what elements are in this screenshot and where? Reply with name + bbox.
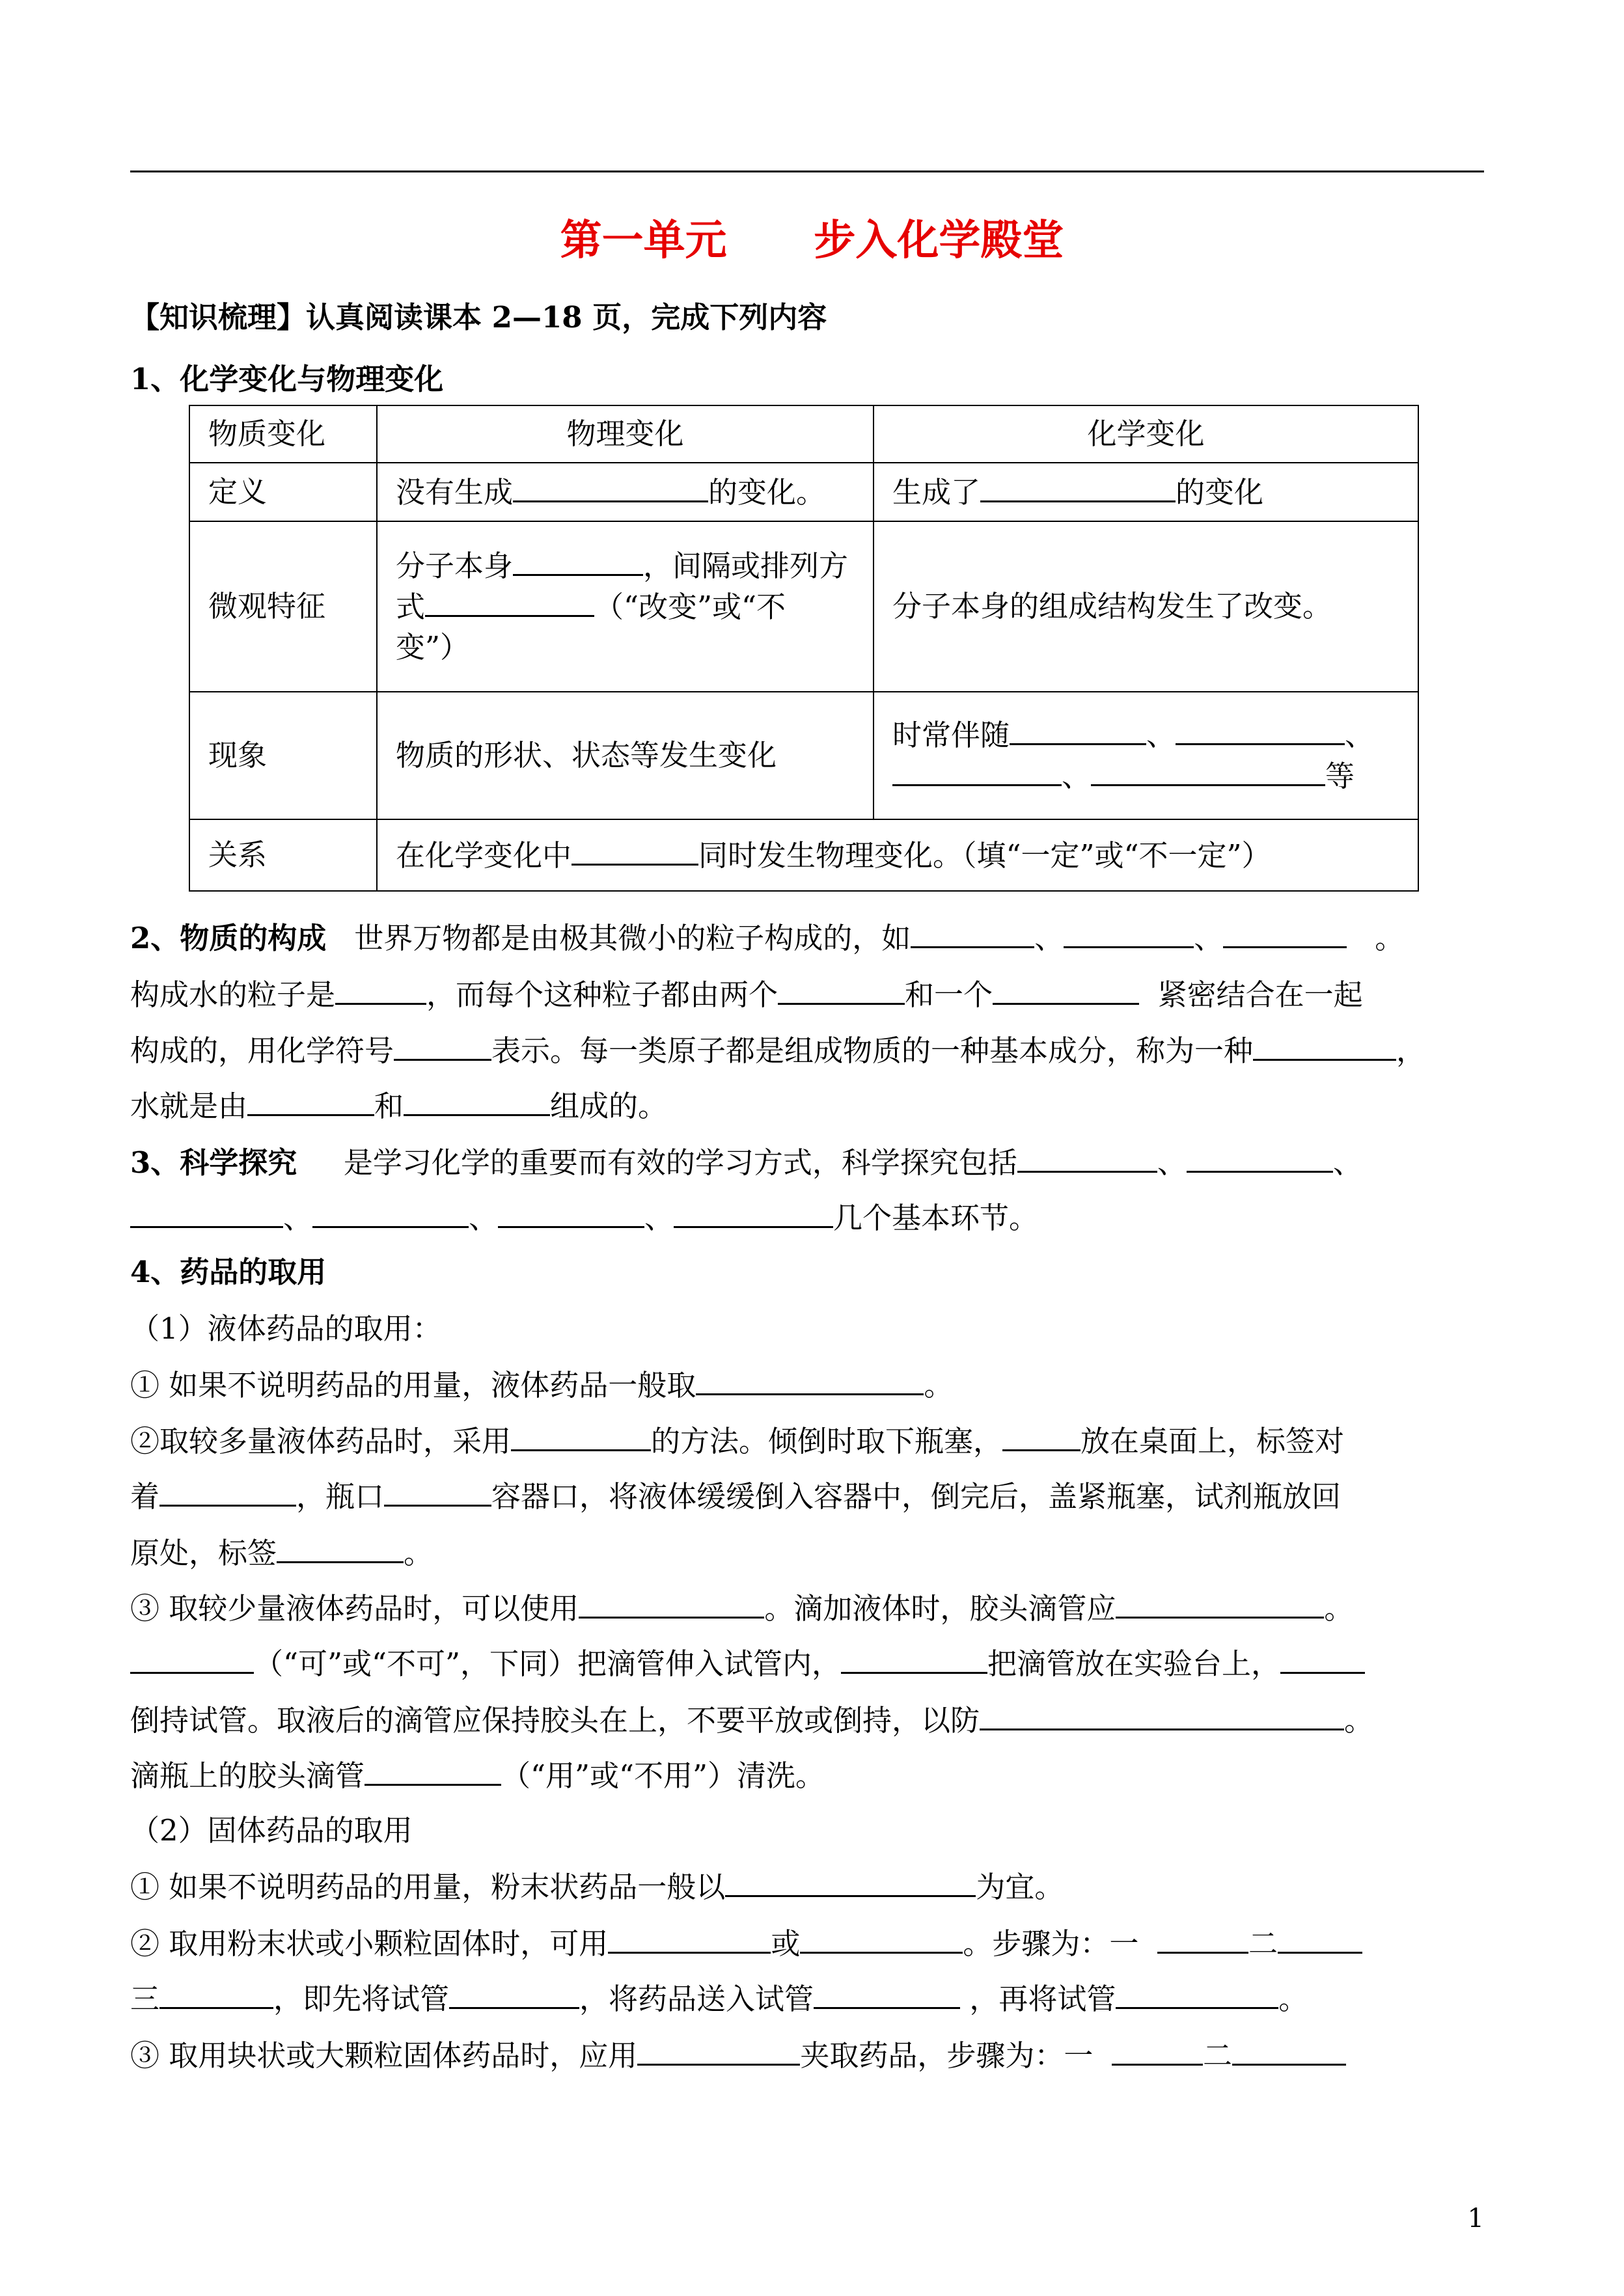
- text: 、: [1157, 1145, 1187, 1180]
- section-3-heading: 3、科学探究: [130, 1145, 297, 1180]
- text: 时常伴随: [892, 718, 1010, 752]
- fill-blank[interactable]: [725, 1866, 976, 1897]
- liquid-line-6: [130, 1643, 1365, 1684]
- fill-blank[interactable]: [449, 1978, 579, 2009]
- solid-line-2: [130, 1923, 1362, 1963]
- header-cell: 化学变化: [874, 405, 1418, 463]
- fill-blank[interactable]: [159, 1978, 273, 2009]
- text: 。: [1375, 921, 1405, 955]
- text: 没有生成: [396, 474, 514, 510]
- fill-blank[interactable]: [130, 1197, 283, 1228]
- text: 、: [644, 1201, 674, 1235]
- text: 三: [130, 1982, 160, 2016]
- text: 是学习化学的重要而有效的学习方式，科学探究包括: [343, 1145, 1017, 1180]
- fill-blank[interactable]: [1232, 2035, 1346, 2066]
- fill-blank[interactable]: [1223, 918, 1347, 948]
- text: 的方法。倾倒时取下瓶塞，: [651, 1424, 1003, 1458]
- fill-blank[interactable]: [911, 918, 1034, 948]
- fill-blank[interactable]: [1017, 1142, 1157, 1173]
- text: 二: [1248, 1926, 1278, 1961]
- text: 。步骤为：一: [963, 1926, 1139, 1961]
- text: 同时发生物理变化。（填“一定”或“不一定”）: [698, 838, 1271, 873]
- cell: [874, 463, 1418, 521]
- text: 或: [771, 1926, 801, 1961]
- intro-line: 【知识梳理】认真阅读课本 2—18 页，完成下列内容: [130, 300, 827, 335]
- row-label: 现象: [189, 692, 377, 819]
- text: 构成水的粒子是: [130, 977, 336, 1012]
- text: ，而每个这种粒子都由两个: [426, 977, 778, 1012]
- fill-blank[interactable]: [814, 1978, 960, 2009]
- fill-blank[interactable]: [1116, 1978, 1278, 2009]
- fill-blank[interactable]: [1010, 715, 1146, 745]
- fill-blank[interactable]: [130, 1643, 254, 1674]
- cell: 物质的形状、状态等发生变化: [377, 692, 874, 819]
- text: ③ 取用块状或大颗粒固体药品时，应用: [130, 2038, 638, 2073]
- text: ，将药品送入试管: [579, 1982, 814, 2016]
- table-row-micro: [189, 521, 1418, 692]
- fill-blank[interactable]: [1116, 1588, 1324, 1619]
- text: 容器口，将液体缓缓倒入容器中，倒完后，盖紧瓶塞，试剂瓶放回: [491, 1479, 1342, 1514]
- section-2-line-2: [130, 974, 1363, 1015]
- fill-blank[interactable]: [498, 1197, 644, 1228]
- fill-blank[interactable]: [778, 974, 905, 1005]
- text: ，间隔或排列方: [643, 549, 849, 583]
- fill-blank[interactable]: [696, 1365, 924, 1395]
- row-label: 关系: [189, 819, 377, 891]
- text: 构成的，用化学符号: [130, 1033, 394, 1068]
- fill-blank[interactable]: [579, 1588, 764, 1619]
- text: 在化学变化中: [396, 838, 572, 873]
- text: ③ 取较少量液体药品时，可以使用: [130, 1591, 579, 1626]
- fill-blank[interactable]: [1157, 1923, 1248, 1954]
- fill-blank[interactable]: [404, 1086, 550, 1116]
- text: 、: [1034, 921, 1064, 955]
- liquid-line-2: [130, 1421, 1344, 1461]
- section-4-heading: 4、药品的取用: [130, 1255, 327, 1289]
- text: 。: [1344, 1703, 1374, 1738]
- fill-blank[interactable]: [841, 1643, 987, 1674]
- cell: 分子本身的组成结构发生了改变。: [874, 521, 1418, 692]
- text: 。: [1324, 1591, 1354, 1626]
- text: 。: [404, 1536, 434, 1570]
- section-1-heading: 1、化学变化与物理变化: [130, 362, 444, 396]
- fill-blank[interactable]: [513, 472, 708, 502]
- text: 的变化: [1176, 474, 1264, 510]
- text: 倒持试管。取液后的滴管应保持胶头在上，不要平放或倒持，以防: [130, 1703, 980, 1738]
- section-3-line-2: [130, 1197, 1038, 1238]
- text: 、: [469, 1201, 499, 1235]
- fill-blank[interactable]: [159, 1476, 296, 1507]
- fill-blank[interactable]: [384, 1476, 491, 1507]
- fill-blank[interactable]: [365, 1755, 501, 1786]
- fill-blank[interactable]: [674, 1197, 833, 1228]
- cell: [874, 692, 1418, 819]
- fill-blank[interactable]: [1091, 756, 1325, 786]
- fill-blank[interactable]: [892, 756, 1062, 786]
- text: 分子本身: [396, 549, 514, 583]
- text: 、: [1146, 718, 1176, 752]
- text: 和一个: [905, 977, 993, 1012]
- text: ，即先将试管: [273, 1982, 450, 2016]
- page-number: 1: [1467, 2204, 1484, 2234]
- fill-blank[interactable]: [1002, 1421, 1080, 1451]
- liquid-line-5: [130, 1588, 1353, 1628]
- section-2-line-4: [130, 1086, 667, 1126]
- solid-line-4: [130, 2035, 1346, 2075]
- liquid-line-3: [130, 1476, 1341, 1516]
- liquid-line-8: [130, 1755, 825, 1796]
- liquid-line-4: [130, 1533, 433, 1573]
- text: ① 如果不说明药品的用量，液体药品一般取: [130, 1368, 696, 1402]
- solid-line-3: [130, 1978, 1308, 2019]
- header-cell: 物质变化: [189, 405, 377, 463]
- text: ，瓶口: [296, 1479, 385, 1514]
- text: 、: [1345, 718, 1375, 752]
- cell: [377, 463, 874, 521]
- row-label: 定义: [189, 463, 377, 521]
- text: 二: [1202, 2038, 1232, 2073]
- section-2-heading: 2、物质的构成: [130, 921, 327, 955]
- text: 水就是由: [130, 1089, 248, 1123]
- fill-blank[interactable]: [1064, 918, 1194, 948]
- subsection-liquid: （1）液体药品的取用：: [130, 1311, 442, 1346]
- text: （“改变”或“不: [594, 590, 786, 624]
- fill-blank[interactable]: [1112, 2035, 1203, 2066]
- text: （“可”或“不可”，下同）把滴管伸入试管内，: [254, 1647, 842, 1681]
- fill-blank[interactable]: [800, 1923, 963, 1954]
- fill-blank[interactable]: [513, 545, 643, 576]
- text: 着: [130, 1479, 160, 1514]
- fill-blank[interactable]: [277, 1533, 404, 1563]
- fill-blank[interactable]: [335, 974, 426, 1005]
- fill-blank[interactable]: [511, 1421, 651, 1451]
- fill-blank[interactable]: [608, 1923, 771, 1954]
- text: ②取较多量液体药品时，采用: [130, 1424, 512, 1458]
- liquid-line-7: [130, 1700, 1373, 1740]
- text: 、: [1062, 759, 1092, 793]
- change-comparison-table: [189, 405, 1419, 892]
- header-cell: 物理变化: [377, 405, 874, 463]
- text: 紧密结合在一起: [1157, 977, 1363, 1012]
- section-3-line-1: [130, 1142, 1362, 1182]
- text: 夹取药品，步骤为：一: [800, 2038, 1094, 2073]
- liquid-line-1: [130, 1365, 953, 1405]
- cell: [377, 521, 874, 692]
- fill-blank[interactable]: [1278, 1923, 1362, 1954]
- text: ，再将试管: [969, 1982, 1116, 2016]
- text: 等: [1325, 759, 1355, 793]
- fill-blank[interactable]: [394, 1030, 491, 1061]
- row-label: 微观特征: [189, 521, 377, 692]
- fill-blank[interactable]: [1176, 715, 1345, 745]
- text: 表示。每一类原子都是组成物质的一种基本成分，称为一种: [491, 1033, 1254, 1068]
- text: 几个基本环节。: [833, 1201, 1039, 1235]
- text: 、: [283, 1201, 313, 1235]
- text: 滴瓶上的胶头滴管: [130, 1758, 365, 1793]
- text: 和: [374, 1089, 404, 1123]
- page-title: 第一单元 步入化学殿堂: [560, 216, 1064, 265]
- text: 放在桌面上，标签对: [1080, 1424, 1345, 1458]
- fill-blank[interactable]: [980, 1700, 1344, 1730]
- text: 。滴加液体时，胶头滴管应: [764, 1591, 1116, 1626]
- fill-blank[interactable]: [1253, 1030, 1396, 1061]
- table-header-row: [189, 405, 1418, 463]
- text: 生成了: [892, 474, 981, 510]
- fill-blank[interactable]: [980, 472, 1176, 502]
- text: 的变化。: [708, 474, 826, 510]
- fill-blank[interactable]: [571, 835, 698, 866]
- text: 世界万物都是由极其微小的粒子构成的，如: [354, 921, 911, 955]
- solid-line-1: [130, 1866, 1064, 1907]
- header-rule: [130, 171, 1484, 172]
- text: 、: [1194, 921, 1224, 955]
- text: ，: [1396, 1033, 1426, 1068]
- subsection-solid: （2）固体药品的取用: [130, 1813, 413, 1848]
- fill-blank[interactable]: [1187, 1142, 1333, 1173]
- fill-blank[interactable]: [993, 974, 1139, 1005]
- table-row-phenomenon: [189, 692, 1418, 819]
- text: （“用”或“不用”）清洗。: [501, 1758, 825, 1793]
- cell: [377, 819, 1418, 891]
- text: 组成的。: [550, 1089, 668, 1123]
- table-row-definition: [189, 463, 1418, 521]
- text: 。: [924, 1368, 954, 1402]
- text: 变”）: [396, 630, 470, 664]
- text: 式: [396, 590, 426, 624]
- text: 、: [1332, 1145, 1362, 1180]
- text: 为宜。: [976, 1870, 1064, 1904]
- text: ① 如果不说明药品的用量，粉末状药品一般以: [130, 1870, 726, 1904]
- fill-blank[interactable]: [312, 1197, 469, 1228]
- section-2-line-1: [130, 918, 1404, 958]
- text: 把滴管放在实验台上，: [987, 1647, 1281, 1681]
- text: 。: [1278, 1982, 1308, 2016]
- fill-blank[interactable]: [247, 1086, 374, 1116]
- fill-blank[interactable]: [637, 2035, 800, 2066]
- section-2-line-3: [130, 1030, 1425, 1071]
- text: ② 取用粉末状或小颗粒固体时，可用: [130, 1926, 609, 1961]
- text: 原处，标签: [130, 1536, 277, 1570]
- fill-blank[interactable]: [1280, 1643, 1365, 1674]
- fill-blank[interactable]: [425, 586, 594, 617]
- table-row-relation: [189, 819, 1418, 891]
